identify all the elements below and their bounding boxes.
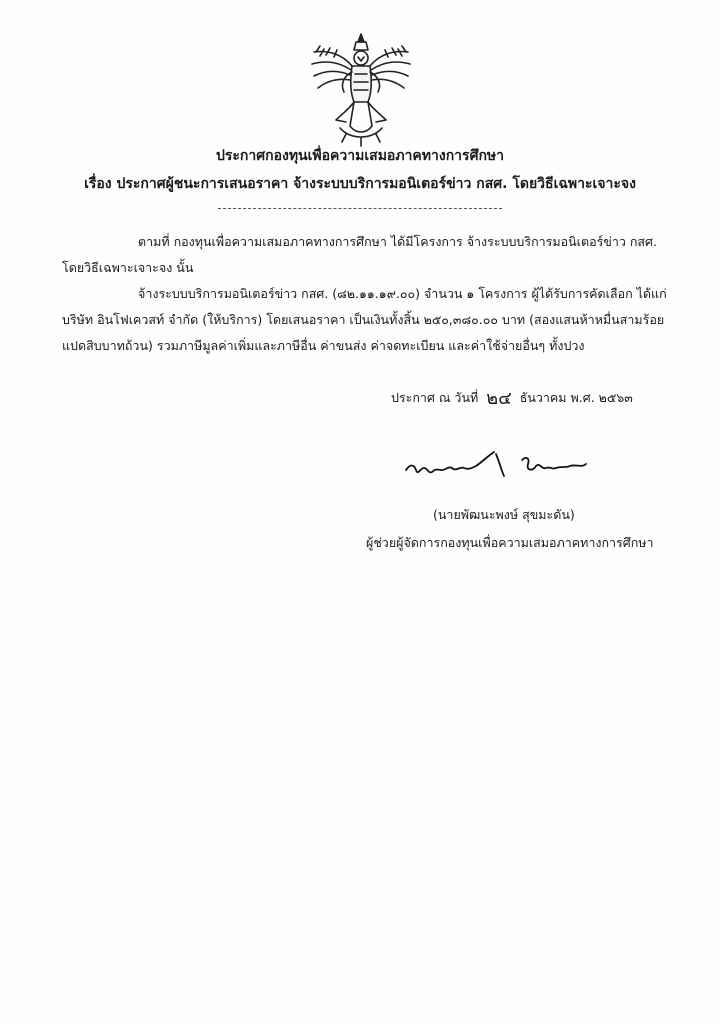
- dashed-divider: [218, 208, 502, 209]
- announcement-subject: เรื่อง ประกาศผู้ชนะการเสนอราคา จ้างระบบบริการมอนิเตอร์ข่าว กสศ. โดยวิธีเฉพาะเจาะจง: [84, 176, 636, 192]
- body-line-4: บริษัท อินโฟเควสท์ จำกัด (ให้บริการ) โดยเสนอราคา เป็นเงินทั้งสิ้น ๒๕๐,๓๘๐.๐๐ บาท (สองแสนห้าหมื่นสามร้อย: [62, 312, 665, 327]
- body-line-1: ตามที่ กองทุนเพื่อความเสมอภาคทางการศึกษา ได้มีโครงการ จ้างระบบบริการมอนิเตอร์ข่าว กสศ.: [138, 234, 657, 249]
- garuda-emblem-icon: [306, 30, 416, 148]
- date-month-year: ธันวาคม พ.ศ. ๒๕๖๓: [519, 390, 633, 405]
- announcement-date: [391, 389, 633, 408]
- date-prefix: ประกาศ ณ วันที่: [391, 390, 479, 405]
- body-line-2: โดยวิธีเฉพาะเจาะจง นั้น: [62, 260, 194, 275]
- date-day: ๒๔: [486, 388, 512, 409]
- signatory-name: (นายพัฒนะพงษ์ สุขมะดัน): [433, 507, 575, 522]
- signatory-position: ผู้ช่วยผู้จัดการกองทุนเพื่อความเสมอภาคทางการศึกษา: [366, 535, 654, 550]
- announcement-title: ประกาศกองทุนเพื่อความเสมอภาคทางการศึกษา: [215, 148, 505, 164]
- handwritten-signature: [404, 446, 604, 486]
- body-line-5: แปดสิบบาทถ้วน) รวมภาษีมูลค่าเพิ่มและภาษีอื่น ค่าขนส่ง ค่าจดทะเบียน และค่าใช้จ่ายอื่นๆ ทั้งปวง: [62, 338, 585, 353]
- body-line-3: จ้างระบบบริการมอนิเตอร์ข่าว กสศ. (๘๒.๑๑.๑๙.๐๐) จำนวน ๑ โครงการ ผู้ได้รับการคัดเลือก ได้แก่: [138, 286, 667, 301]
